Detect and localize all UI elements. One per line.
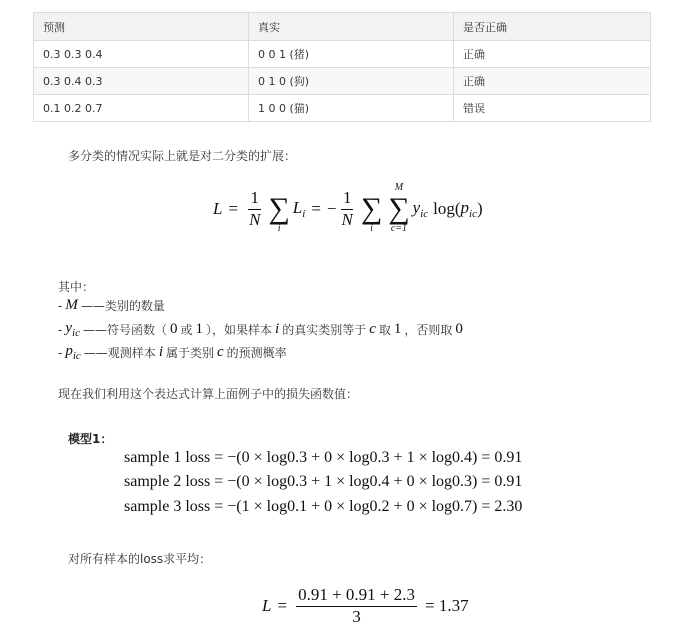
table-row xyxy=(34,41,651,68)
def-M xyxy=(58,297,165,314)
def-text-3: 的真实类别等于 xyxy=(282,323,367,337)
sigma-icon: ∑ xyxy=(360,192,383,225)
avg-numerator: 0.91 + 0.91 + 2.3 xyxy=(296,586,417,607)
sum-c xyxy=(388,183,409,236)
sym-c: c xyxy=(217,344,224,360)
def-text: ——类别的数量 xyxy=(80,299,165,313)
fraction-1-over-N xyxy=(247,189,262,229)
y-sub: ic xyxy=(420,208,429,221)
list-dash: - xyxy=(58,322,63,337)
formula-minus: − xyxy=(326,199,337,219)
p-sub: ic xyxy=(469,208,477,221)
where-label: 其中： xyxy=(58,280,95,294)
frac-den: N xyxy=(341,209,353,229)
sym-M: M xyxy=(65,297,78,313)
p-base: p xyxy=(460,198,470,218)
def-text-2: ），如果样本 xyxy=(206,323,273,337)
sum-i xyxy=(268,183,289,236)
paren-open: ( xyxy=(454,199,461,219)
cell-truth: 0 0 1 (猪) xyxy=(249,41,454,68)
cell-correct: 错误 xyxy=(454,95,651,122)
log-text: log xyxy=(433,199,455,219)
fraction-1-over-N-2 xyxy=(340,189,355,229)
sum-upper: M xyxy=(394,182,404,193)
sym-i: i xyxy=(158,344,163,360)
Li-base: L xyxy=(292,198,303,218)
def-pic xyxy=(58,343,287,362)
def-text-4: 取 xyxy=(378,323,391,337)
p-sub: ic xyxy=(72,350,81,362)
num-zero: 0 xyxy=(169,321,178,337)
def-text-3: 的预测概率 xyxy=(226,346,287,360)
frac-num: 1 xyxy=(248,189,261,210)
term-pic xyxy=(461,198,477,220)
sum-i-2 xyxy=(361,183,382,236)
cell-truth: 0 1 0 (狗) xyxy=(249,68,454,95)
list-dash: - xyxy=(58,345,63,360)
sample-3-loss: sample 3 loss = −(1 × log0.1 + 0 × log0.2 + 0 × log0.7) = 2.30 xyxy=(124,498,523,515)
sym-c: c xyxy=(369,321,376,337)
cell-correct: 正确 xyxy=(454,41,651,68)
table-row xyxy=(34,68,651,95)
intro-text: 多分类的情况实际上就是对二分类的扩展： xyxy=(68,149,297,163)
y-base: y xyxy=(412,198,421,218)
formula-eq: = xyxy=(228,199,239,219)
term-yic xyxy=(413,198,429,220)
cell-correct: 正确 xyxy=(454,68,651,95)
y-base: y xyxy=(65,320,73,336)
avg-text: 对所有样本的loss求平均： xyxy=(68,552,212,566)
avg-formula xyxy=(262,586,469,626)
header-correct: 是否正确 xyxy=(454,13,651,41)
cell-prediction: 0.3 0.4 0.3 xyxy=(34,68,249,95)
sym-pic xyxy=(65,343,80,362)
frac-den: N xyxy=(249,209,261,229)
avg-denominator: 3 xyxy=(352,606,361,626)
frac-num: 1 xyxy=(341,189,354,210)
avg-lhs: L xyxy=(262,596,272,616)
sigma-icon: ∑ xyxy=(388,192,410,225)
cell-truth: 1 0 0 (猫) xyxy=(249,95,454,122)
def-yic xyxy=(58,320,466,339)
num-one: 1 xyxy=(195,321,203,337)
cell-prediction: 0.3 0.3 0.4 xyxy=(34,41,249,68)
avg-eq: = xyxy=(277,596,288,616)
def-text: ——符号函数（ xyxy=(82,323,167,337)
loss-formula xyxy=(213,183,483,236)
def-text-2: 属于类别 xyxy=(165,346,214,360)
sum-lower: i xyxy=(370,222,373,234)
list-dash: - xyxy=(58,298,63,313)
cell-prediction: 0.1 0.2 0.7 xyxy=(34,95,249,122)
avg-fraction xyxy=(296,586,417,626)
term-Li xyxy=(293,198,306,220)
def-text: ——观测样本 xyxy=(83,346,156,360)
formula-lhs: L xyxy=(213,199,223,219)
prediction-table xyxy=(33,12,651,122)
paren-close: ) xyxy=(477,199,483,219)
def-text-5: ，否则取 xyxy=(404,323,453,337)
compute-text: 现在我们利用这个表达式计算上面例子中的损失函数值： xyxy=(58,387,359,401)
def-or: 或 xyxy=(180,323,193,337)
num-zero-2: 0 xyxy=(455,321,463,337)
header-truth: 真实 xyxy=(249,13,454,41)
Li-sub: i xyxy=(302,208,306,221)
header-prediction: 预测 xyxy=(34,13,249,41)
table-header-row xyxy=(34,13,651,41)
p-base: p xyxy=(65,343,73,359)
y-sub: ic xyxy=(72,327,80,339)
sigma-icon: ∑ xyxy=(268,192,290,225)
sample-2-loss: sample 2 loss = −(0 × log0.3 + 1 × log0.4 + 0 × log0.3) = 0.91 xyxy=(124,473,523,490)
table-row xyxy=(34,95,651,122)
model-title: 模型1： xyxy=(68,432,113,446)
sum-lower: i xyxy=(277,222,281,234)
sum-lower: c=1 xyxy=(390,222,408,234)
sym-i: i xyxy=(275,321,280,337)
avg-result: = 1.37 xyxy=(425,596,469,616)
formula-eq-2: = xyxy=(311,199,321,219)
sample-1-loss: sample 1 loss = −(0 × log0.3 + 0 × log0.3 + 1 × log0.4) = 0.91 xyxy=(124,449,523,466)
sym-yic xyxy=(65,320,80,339)
num-one-2: 1 xyxy=(393,321,402,337)
